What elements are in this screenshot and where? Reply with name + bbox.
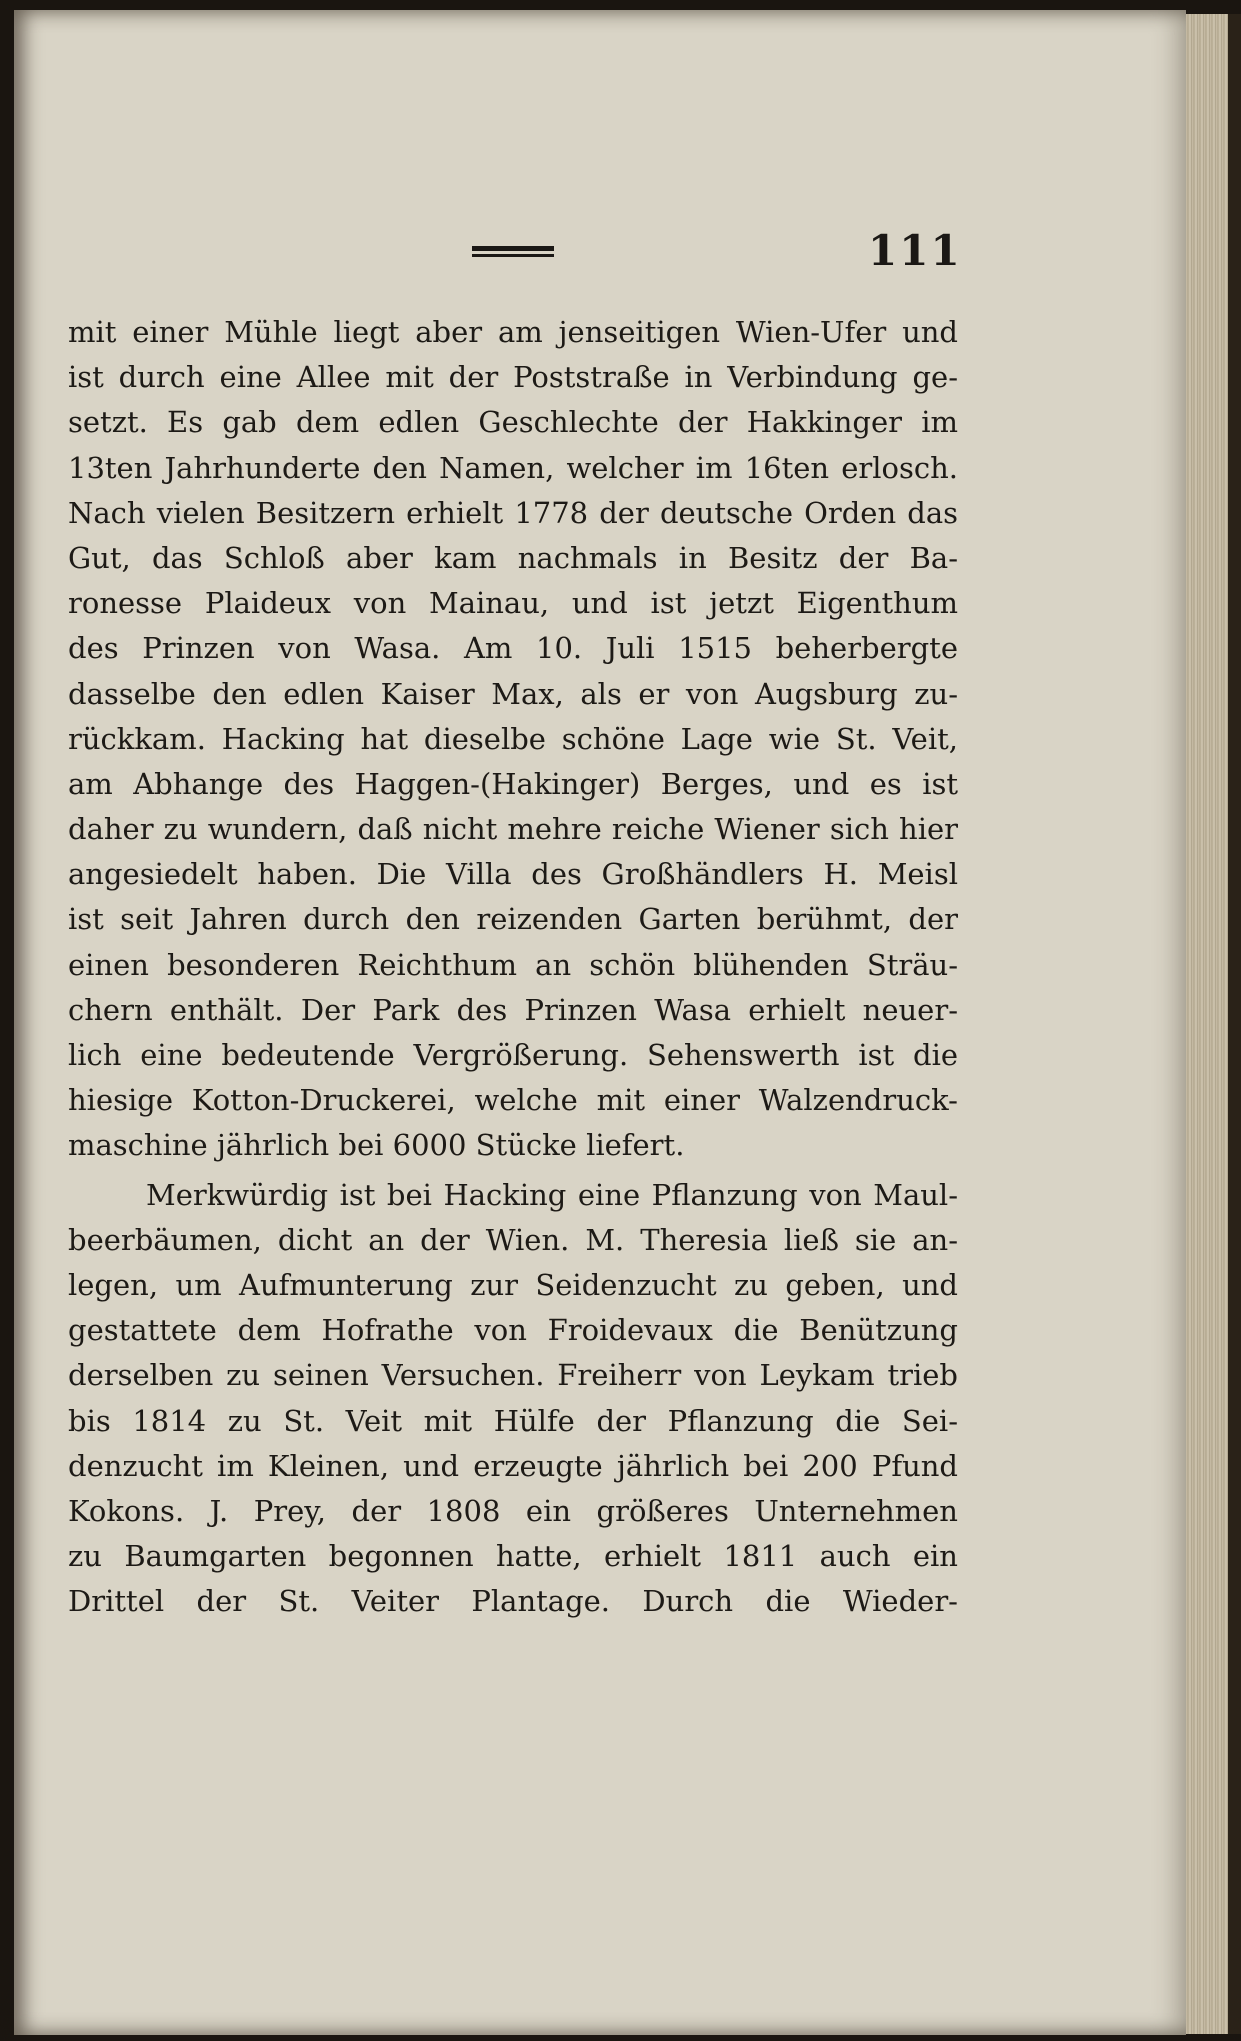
text-line: Gut, das Schloß aber kam nachmals in Besitz der Ba- — [68, 540, 958, 575]
text-line: denzucht im Kleinen, und erzeugte jährlich bei 200 Pfund — [68, 1448, 958, 1483]
text-line: des Prinzen von Wasa. Am 10. Juli 1515 beherbergte — [68, 631, 958, 666]
text-line: setzt. Es gab dem edlen Geschlechte der Hakkinger im — [68, 405, 958, 440]
text-line: hiesige Kotton-Druckerei, welche mit einer Walzendruck- — [68, 1083, 958, 1118]
text-line: derselben zu seinen Versuchen. Freiherr von Leykam trieb — [68, 1358, 958, 1393]
header-rule-thin — [472, 254, 554, 257]
text-line: angesiedelt haben. Die Villa des Großhändlers H. Meisl — [68, 857, 958, 892]
text-line: ist seit Jahren durch den reizenden Garten berühmt, der — [68, 902, 958, 937]
page-edge-stack — [1186, 14, 1230, 2034]
header-rule-ornament — [472, 246, 554, 260]
text-line-paragraph-start: Merkwürdig ist bei Hacking eine Pflanzung von Maul- — [146, 1177, 958, 1212]
body-text — [68, 310, 958, 1624]
text-line: mit einer Mühle liegt aber am jenseitigen Wien-Ufer und — [68, 315, 958, 349]
text-line: Kokons. J. Prey, der 1808 ein größeres Unternehmen — [68, 1493, 958, 1528]
header-rule-thick — [472, 246, 554, 251]
text-line: ronesse Plaideux von Mainau, und ist jetzt Eigenthum — [68, 586, 958, 621]
text-line: chern enthält. Der Park des Prinzen Wasa erhielt neuer- — [68, 992, 958, 1027]
text-line: ist durch eine Allee mit der Poststraße in Verbindung ge- — [68, 360, 958, 395]
page-number: 111 — [868, 226, 962, 275]
text-line: rückkam. Hacking hat dieselbe schöne Lage wie St. Veit, — [68, 721, 958, 756]
text-line: beerbäumen, dicht an der Wien. M. Theresia ließ sie an- — [68, 1222, 958, 1257]
text-line-paragraph-end: maschine jährlich bei 6000 Stücke liefert. — [68, 1128, 685, 1163]
text-line: Drittel der St. Veiter Plantage. Durch die Wieder- — [68, 1584, 958, 1619]
text-line: daher zu wundern, daß nicht mehre reiche Wiener sich hier — [68, 812, 958, 847]
book-cover-edge — [1228, 14, 1241, 2034]
text-line: lich eine bedeutende Vergrößerung. Sehenswerth ist die — [68, 1038, 958, 1072]
text-line: zu Baumgarten begonnen hatte, erhielt 1811 auch ein — [68, 1539, 958, 1574]
text-line: am Abhange des Haggen-(Hakinger) Berges, und es ist — [68, 766, 958, 801]
text-line: 13ten Jahrhunderte den Namen, welcher im 16ten erlosch. — [68, 450, 958, 485]
text-line: dasselbe den edlen Kaiser Max, als er von Augsburg zu- — [68, 676, 958, 711]
text-line: bis 1814 zu St. Veit mit Hülfe der Pflanzung die Sei- — [68, 1403, 958, 1438]
text-line: gestattete dem Hofrathe von Froidevaux die Benützung — [68, 1313, 958, 1348]
text-line: legen, um Aufmunterung zur Seidenzucht zu geben, und — [68, 1267, 958, 1302]
text-line: einen besonderen Reichthum an schön blühenden Sträu- — [68, 947, 958, 982]
text-line: Nach vielen Besitzern erhielt 1778 der deutsche Orden das — [68, 495, 958, 530]
